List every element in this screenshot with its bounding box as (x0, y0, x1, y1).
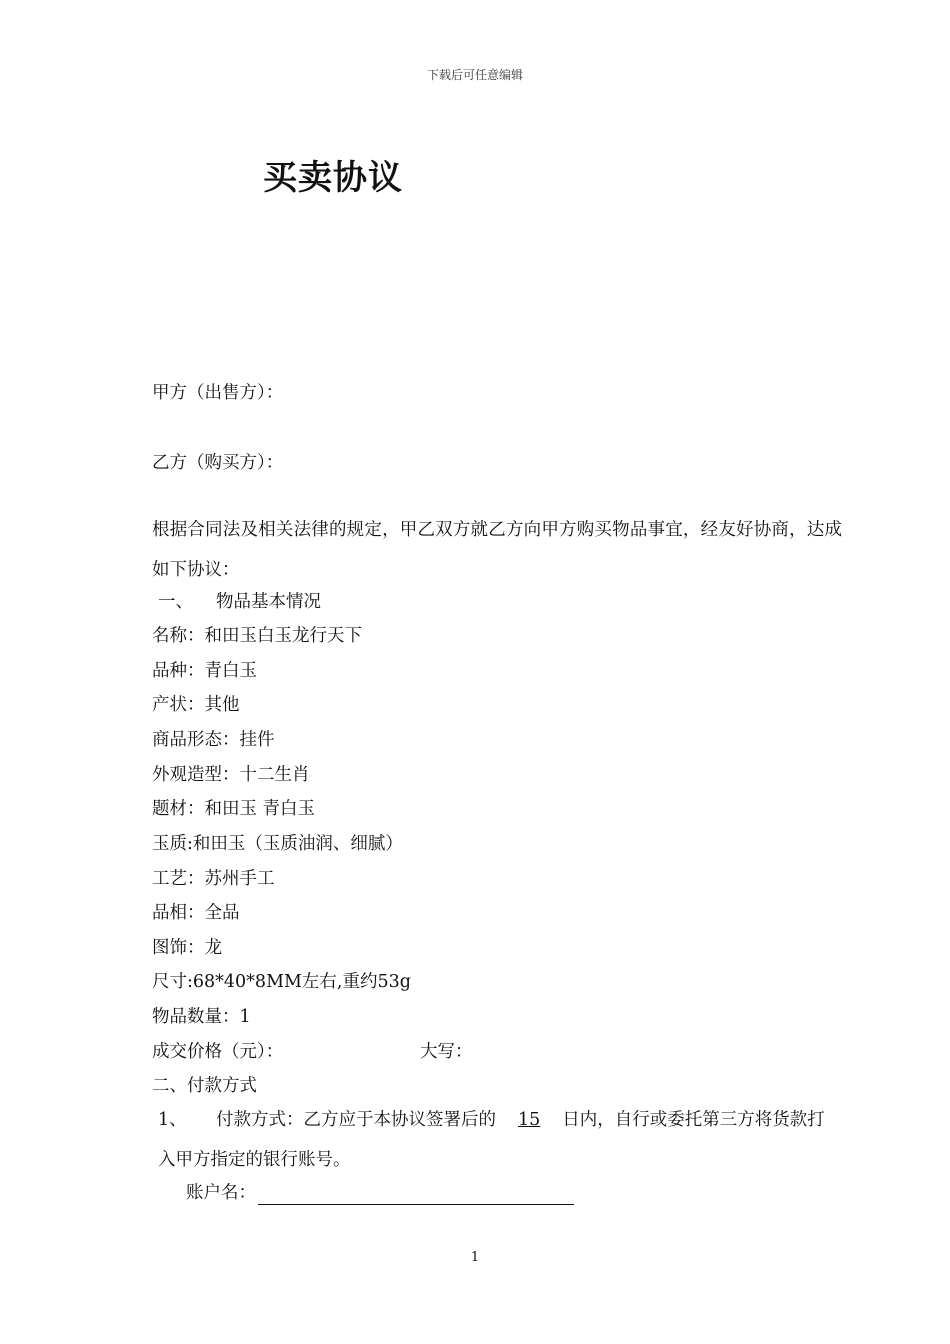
section-1-heading (158, 590, 321, 614)
item-theme: 题材：和田玉 青白玉 (152, 799, 316, 819)
party-a-label: 甲方（出售方）： (152, 383, 284, 403)
item-condition: 品相：全品 (152, 903, 240, 923)
item-quality: 玉质:和田玉（玉质油润、细腻） (152, 834, 403, 854)
item-origin: 产状：其他 (152, 695, 240, 715)
payment-days: 15 (518, 1110, 541, 1130)
account-name-blank (258, 1184, 574, 1205)
item-form: 商品形态：挂件 (152, 730, 275, 750)
item-craft: 工艺：苏州手工 (152, 869, 275, 889)
payment-method-clause (152, 1100, 842, 1180)
intro-paragraph: 根据合同法及相关法律的规定，甲乙双方就乙方向甲方购买物品事宜，经友好协商，达成如下协议： (152, 520, 842, 580)
payment-text-before: 付款方式：乙方应于本协议签署后的 (216, 1110, 496, 1130)
section-1-title: 物品基本情况 (216, 592, 321, 612)
item-shape: 外观造型：十二生肖 (152, 765, 310, 785)
price-upper-label: 大写： (420, 1042, 473, 1062)
document-title: 买卖协议 (263, 158, 403, 198)
page-header-note: 下载后可任意编辑 (426, 68, 523, 82)
item-pattern: 图饰：龙 (152, 938, 222, 958)
price-label: 成交价格（元）： (152, 1042, 284, 1062)
item-name: 名称：和田玉白玉龙行天下 (152, 626, 362, 646)
payment-item-number: 1、 (158, 1110, 187, 1130)
payment-text-after: 日内，自行或委托第三方将货款打入甲方指定的银行账号。 (158, 1110, 825, 1170)
item-size: 尺寸:68*40*8MM左右,重约53g (152, 972, 411, 992)
account-name-label: 账户名： (186, 1183, 256, 1203)
page-number: 1 (470, 1250, 480, 1265)
section-2-title: 二、付款方式 (152, 1076, 257, 1096)
account-name-row (186, 1181, 574, 1205)
item-variety: 品种：青白玉 (152, 661, 257, 681)
section-1-number: 一、 (158, 592, 193, 612)
item-quantity: 物品数量：1 (152, 1007, 251, 1027)
party-b-label: 乙方（购买方）： (152, 453, 284, 473)
payment-clause-first-line (152, 1100, 842, 1180)
